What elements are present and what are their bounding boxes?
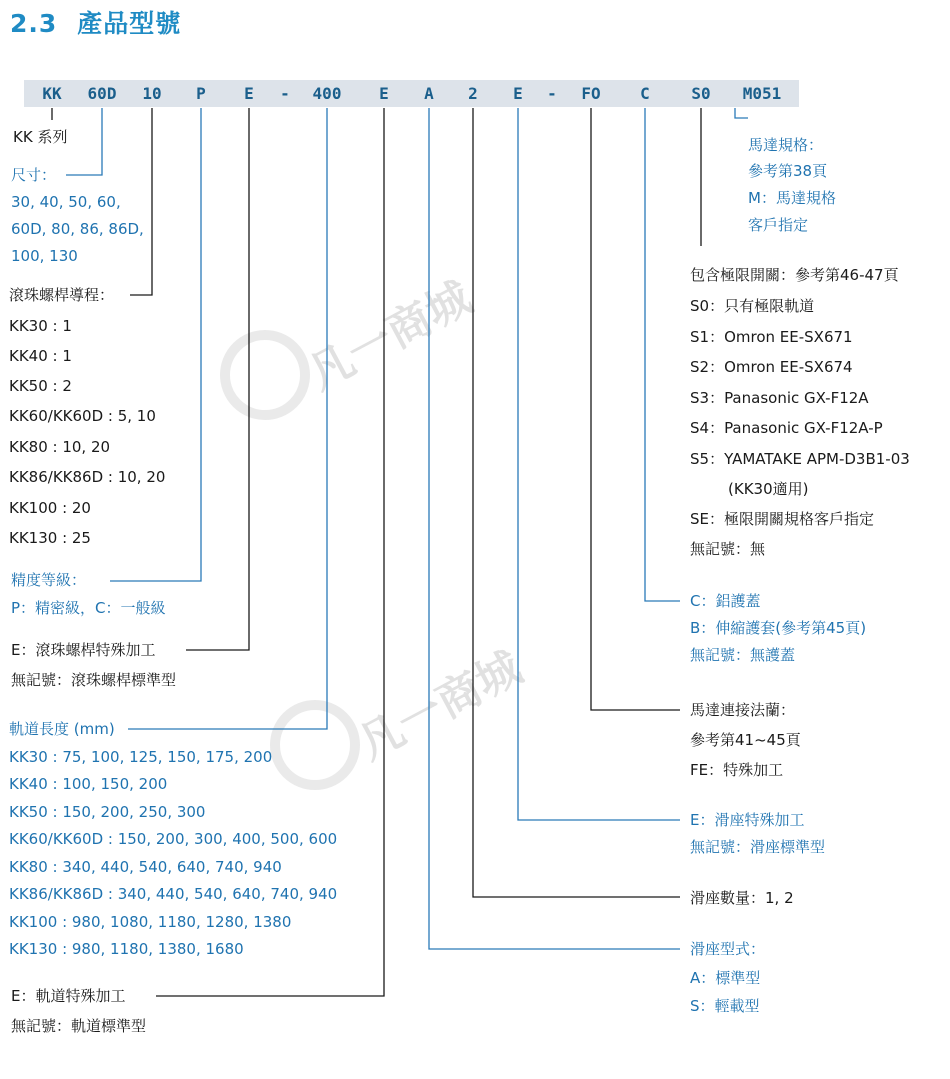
size-line: 100, 130 [11, 247, 78, 265]
size-line: 60D, 80, 86, 86D, [11, 220, 144, 238]
rail-length-line: KK50 : 150, 200, 250, 300 [9, 803, 206, 821]
switch-line: 包含極限開關：參考第46-47頁 [690, 266, 899, 284]
code-segment-block-type: A [424, 84, 434, 103]
switch-line: SE：極限開關規格客戶指定 [690, 510, 875, 528]
lead-line: KK50 : 2 [9, 377, 72, 395]
code-segment-block-special: E [513, 84, 523, 103]
watermark-text: 凡一商城 [300, 272, 480, 400]
switch-line: 無記號：無 [690, 540, 766, 558]
lead-label: 滾珠螺桿導程： [9, 286, 115, 304]
cover-line: B：伸縮護套(參考第45頁) [690, 619, 867, 637]
rail-length-line: KK60/KK60D : 150, 200, 300, 400, 500, 600 [9, 830, 338, 848]
code-segment-cover: C [640, 84, 650, 103]
code-segment-rail-special: E [379, 84, 389, 103]
block-type-line: A：標準型 [690, 969, 761, 987]
screw-standard-label: 無記號：滾珠螺桿標準型 [11, 671, 177, 689]
lead-line: KK86/KK86D : 10, 20 [9, 468, 166, 486]
code-segment-switch: S0 [691, 84, 711, 103]
switch-line: S1：Omron EE-SX671 [690, 328, 853, 346]
switch-line: S0：只有極限軌道 [690, 297, 815, 315]
screw-special-label: E：滾珠螺桿特殊加工 [11, 641, 156, 659]
code-segment-dash: - [280, 84, 290, 103]
switch-line: S2：Omron EE-SX674 [690, 358, 853, 376]
section-heading: 產品型號 [77, 9, 182, 38]
cover-line: C：鋁護蓋 [690, 592, 761, 610]
code-segment-dash: - [547, 84, 557, 103]
flange-line: 參考第41~45頁 [690, 731, 801, 749]
block-special-line: 無記號：滑座標準型 [690, 838, 826, 856]
code-segment-series: KK [42, 84, 62, 103]
cover-line: 無記號：無護蓋 [690, 646, 796, 664]
rail-length-line: KK80 : 340, 440, 540, 640, 740, 940 [9, 858, 282, 876]
code-segment-lead: 10 [142, 84, 162, 103]
switch-line: S4：Panasonic GX-F12A-P [690, 419, 883, 437]
rail-length-line: KK40 : 100, 150, 200 [9, 775, 168, 793]
lead-line: KK40 : 1 [9, 347, 72, 365]
block-type-line: S：輕載型 [690, 997, 760, 1015]
code-segment-block-count: 2 [468, 84, 478, 103]
rail-length-label: 軌道長度 (mm) [9, 720, 115, 738]
code-segment-motor: M051 [742, 84, 782, 103]
accuracy-label: 精度等級： [11, 571, 87, 589]
lead-line: KK30 : 1 [9, 317, 72, 335]
rail-length-line: KK30 : 75, 100, 125, 150, 175, 200 [9, 748, 273, 766]
lead-line: KK60/KK60D : 5, 10 [9, 407, 156, 425]
section-number: 2.3 [10, 9, 58, 38]
rail-length-line: KK86/KK86D : 340, 440, 540, 640, 740, 940 [9, 885, 338, 903]
switch-line: (KK30適用) [728, 480, 809, 498]
motor-line: 客戶指定 [748, 216, 809, 234]
code-segment-accuracy: P [196, 84, 206, 103]
code-segment-rail-length: 400 [312, 84, 342, 103]
code-segment-screw-special: E [244, 84, 254, 103]
accuracy-value: P：精密級，C：一般級 [11, 599, 166, 617]
lead-line: KK130 : 25 [9, 529, 91, 547]
lead-line: KK80 : 10, 20 [9, 438, 111, 456]
flange-line: FE：特殊加工 [690, 761, 784, 779]
watermark-text: 凡一商城 [350, 642, 530, 770]
series-label: KK 系列 [13, 128, 68, 146]
block-special-line: E：滑座特殊加工 [690, 811, 805, 829]
rail-standard-label: 無記號：軌道標準型 [11, 1017, 147, 1035]
block-count-label: 滑座數量：1, 2 [690, 889, 794, 907]
code-segment-size: 60D [87, 84, 117, 103]
rail-length-line: KK100 : 980, 1080, 1180, 1280, 1380 [9, 913, 292, 931]
switch-line: S3：Panasonic GX-F12A [690, 389, 869, 407]
motor-line: M：馬達規格 [748, 189, 836, 207]
motor-line: 馬達規格： [748, 136, 824, 154]
block-type-line: 滑座型式： [690, 940, 766, 958]
switch-line: S5：YAMATAKE APM-D3B1-03 [690, 450, 910, 468]
flange-line: 馬達連接法蘭： [690, 701, 796, 719]
rail-length-line: KK130 : 980, 1180, 1380, 1680 [9, 940, 244, 958]
rail-special-label: E：軌道特殊加工 [11, 987, 126, 1005]
code-segment-flange: FO [581, 84, 601, 103]
size-label: 尺寸： [11, 166, 57, 184]
lead-line: KK100 : 20 [9, 499, 91, 517]
size-line: 30, 40, 50, 60, [11, 193, 121, 211]
motor-line: 參考第38頁 [748, 162, 828, 180]
